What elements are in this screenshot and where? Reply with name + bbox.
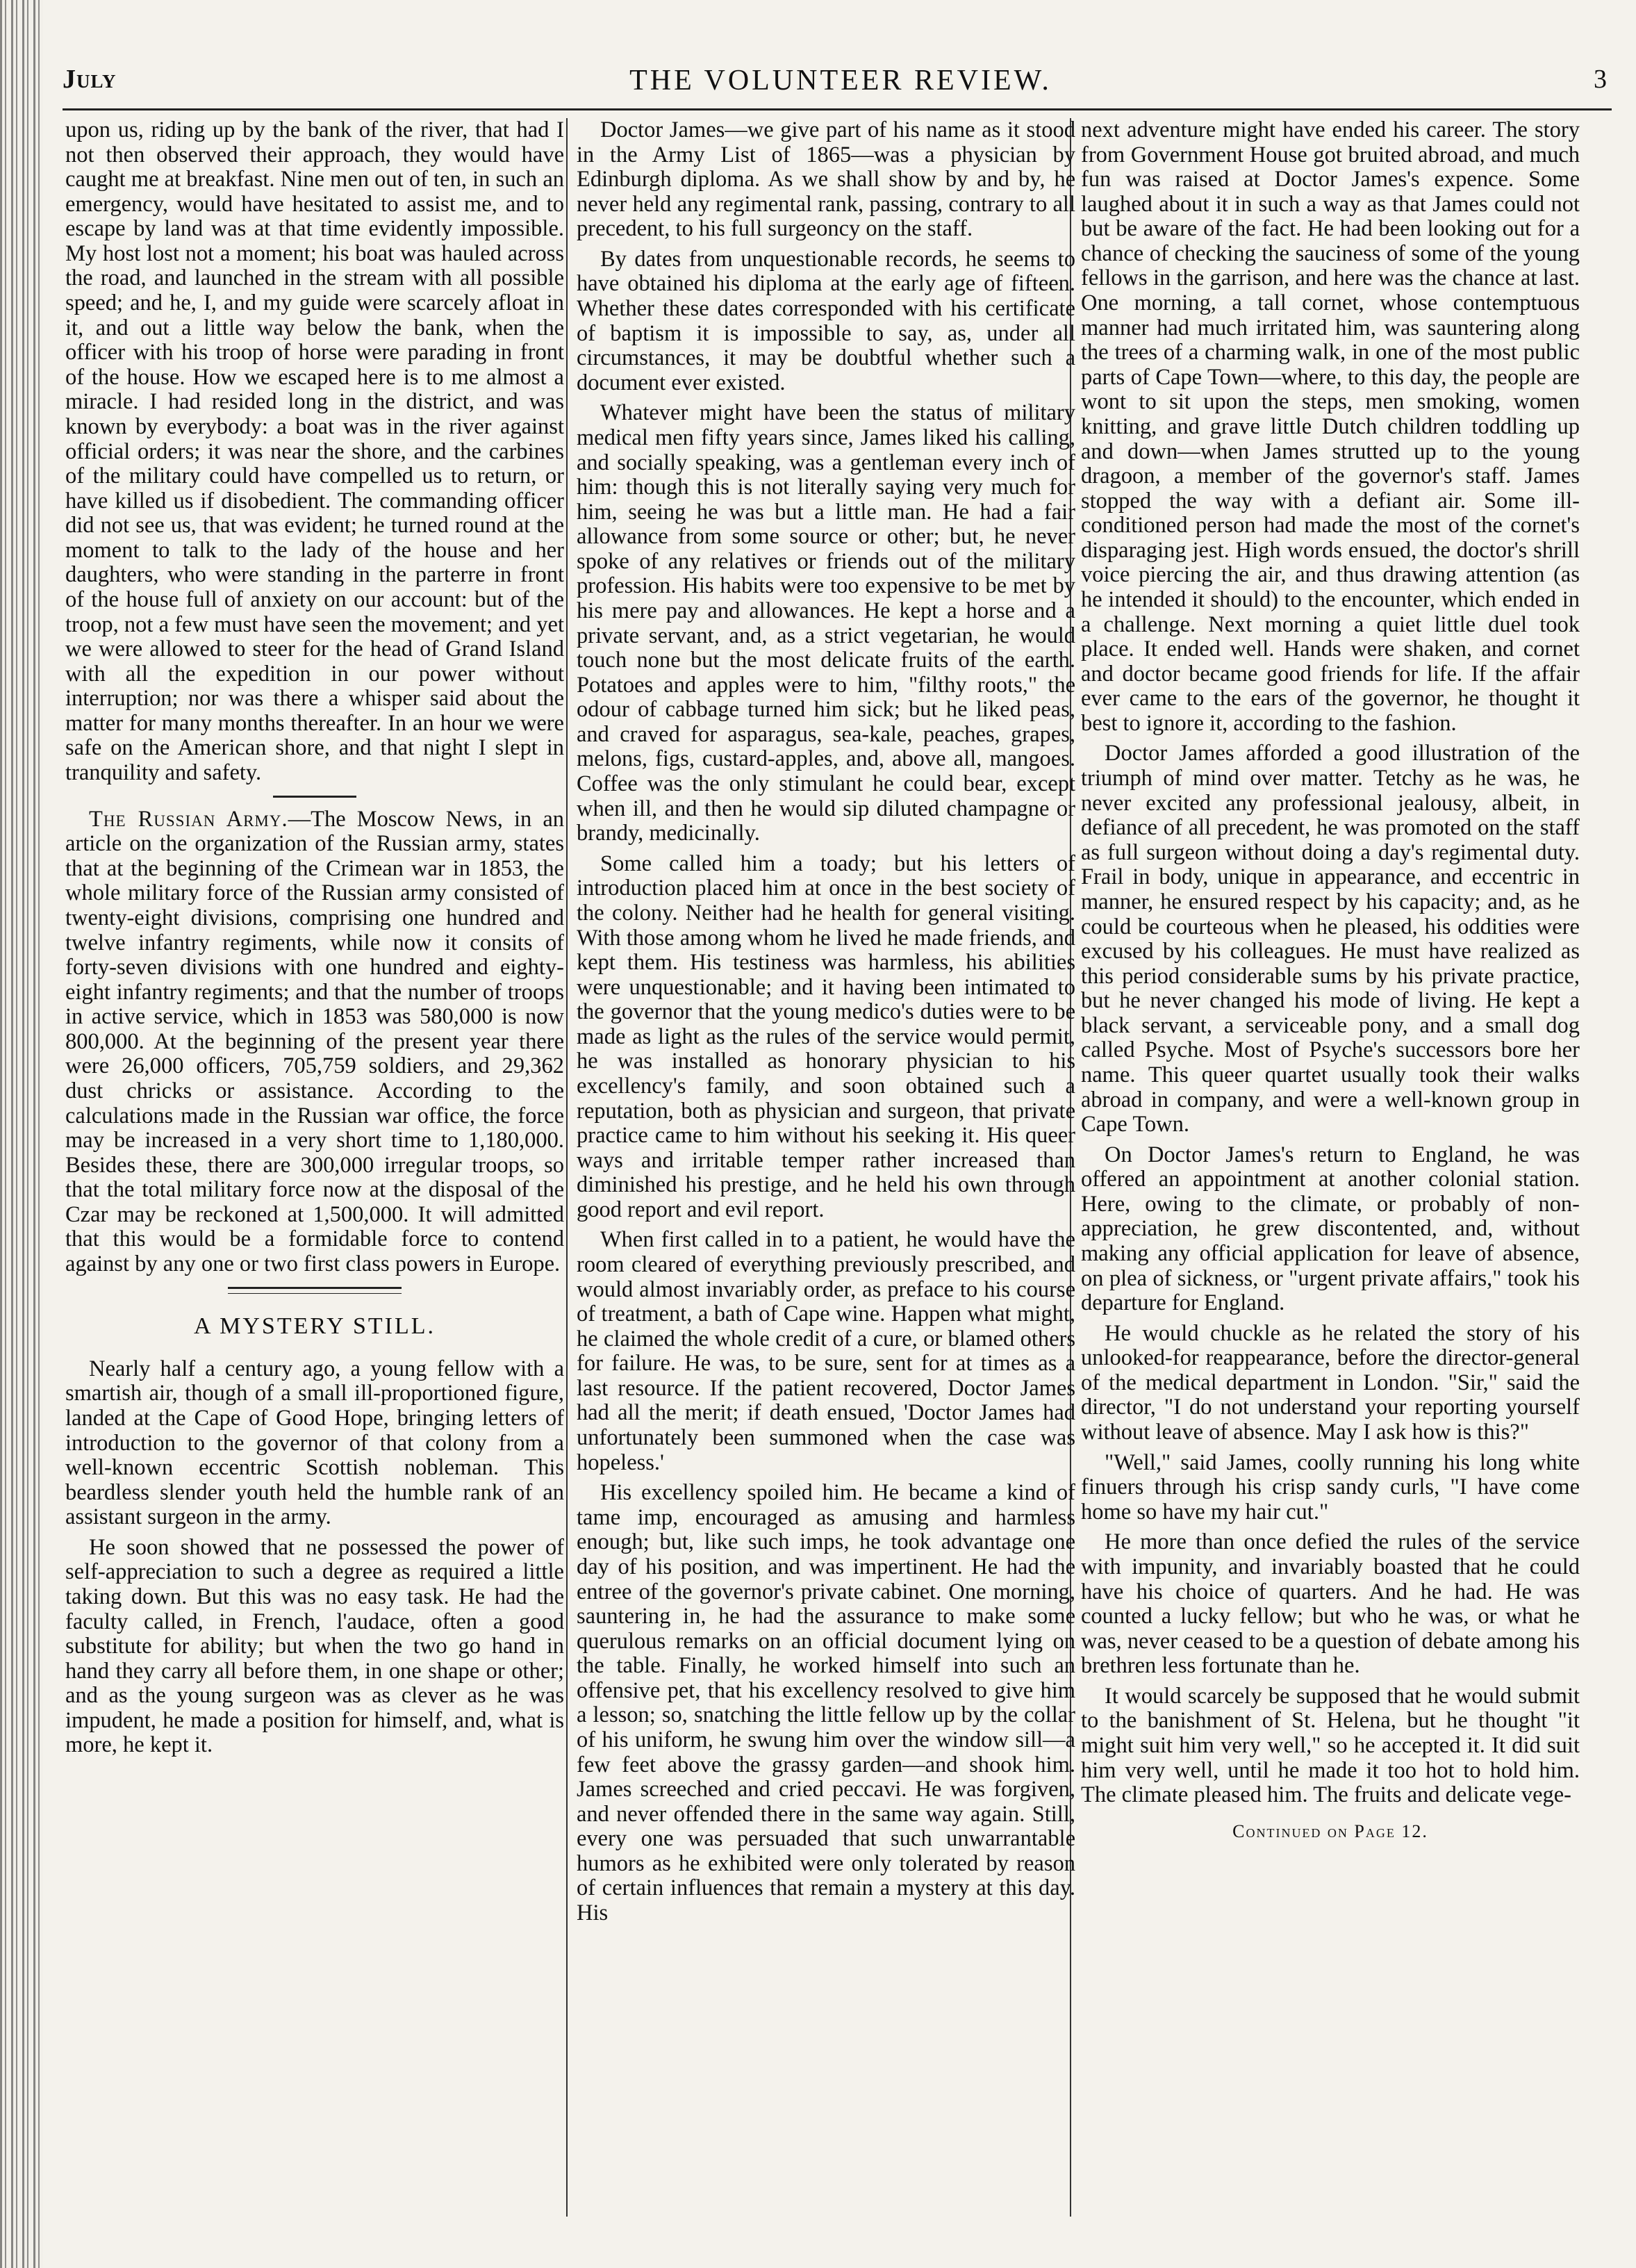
page-number: 3 (1594, 65, 1608, 94)
paragraph: Some called him a toady; but his letters of introduction placed him at once in the best society of the colony. Neither had he health for general visiting. With those among whom he lived he made friends, and kept them. His testiness was harmless, his abilities were unquestionable; and it having been intimated to the governor that the young medico's duties were to be made as light as the rules of the service would permit, he was installed as honorary physician to his excellency's family, and soon obtained such a reputation, both as physician and surgeon, that private practice came to him without his seeking it. His queer ways and irritable temper rather increased than diminished his prestige, and he held his own through good report and evil report. (577, 850, 1075, 1222)
binding-margin (0, 0, 43, 2268)
paragraph (65, 807, 564, 1277)
paragraph: He soon showed that ne possessed the power of self-appreciation to such a degree as required a little taking down. But this was no easy task. He had the faculty called, in French, l'audace, often a good substitute for ability; but when the two go hand in hand they carry all before them, in one shape or other; and as the young surgeon was as clever as he was impudent, he made a position for himself, and, what is more, he kept it. (65, 1534, 564, 1758)
publication-title: THE VOLUNTEER REVIEW. (629, 65, 1052, 97)
paragraph: On Doctor James's return to England, he was offered an appointment at another colonial station. Here, owing to the climate, or probably of non-appreciation, he grew discontented, and, without making any official application for leave of absence, on plea of sickness, or "urgent private affairs," took his departure for England. (1081, 1142, 1580, 1316)
column-3 (1081, 118, 1580, 2210)
article-text: —The Moscow News, in an article on the organization of the Russian army, states that at the beginning of the Crimean war in 1853, the whole military force of the Russian army consisted of twenty-eight divisions, comprising one hundred and twelve infantry regiments, while now it consits of forty-seven divisions with one hundred and eighty-eight infantry regiments; and that the number of troops in active service, which in 1853 was 580,000 is now 800,000. At the beginning of the present year there were 26,000 officers, 705,759 soldiers, and 29,362 dust chricks or assistance. According to the calculations made in the Russian war office, the force may be increased in a very short time to 1,180,000. Besides these, there are 300,000 irregular troops, so that the total military force now at the disposal of the Czar may be reckoned at 1,500,000. It will admitted that this would be a formidable force to contend against by any one or two first class powers in Europe. (65, 806, 564, 1277)
paragraph: It would scarcely be supposed that he would submit to the banishment of St. Helena, but he thought "it might suit him very well," so he accepted it. It did suit him very well, until he made it too hot to hold him. The climate pleased him. The fruits and delicate vege- (1081, 1683, 1580, 1808)
column-divider (566, 118, 568, 2217)
paragraph: upon us, riding up by the bank of the river, that had I not then observed their approach, they would have caught me at breakfast. Nine men out of ten, in such an emergency, would have hesitated to assist me, and to escape by land was at that time evidently impossible. My host lost not a moment; his boat was hauled across the road, and launched in the stream with all possible speed; and he, I, and my guide were scarcely afloat in it, and out a little way below the bank, when the officer with his troop of horse were parading in front of the house. How we escaped here is to me almost a miracle. I had resided long in the district, and was known by everybody: a boat was in the river against official orders; it was near the shore, and the carbines of the military could have compelled us to return, or have killed us if disobedient. The commanding officer did not see us, that was evident; he turned round at the moment to talk to the lady of the house and her daughters, who were standing in the parterre in front of the house full of anxiety on our account: but of the troop, not a few must have seen the movement; and yet we were allowed to steer for the head of Grand Island with all the expedition in our power without interruption; nor was there a whisper said about the matter for many months thereafter. In an hour we were safe on the American shore, and that night I slept in tranquility and safety. (65, 118, 564, 786)
paragraph: "Well," said James, coolly running his long white finuers through his crisp sandy curls, "I have come home so have my hair cut." (1081, 1449, 1580, 1525)
paragraph: Whatever might have been the status of military medical men fifty years since, James liked his calling, and socially speaking, was a gentleman every inch of him: though this is not literally saying very much for him, seeing he was but a little man. He had a fair allowance from some source or other; but, he never spoke of any relatives or friends out of the military profession. His habits were too expensive to be met by his mere pay and allowances. He kept a horse and a private servant, and, as a strict vegetarian, he would touch none but the most delicate fruits of the earth. Potatoes and apples were to him, "filthy roots," the odour of cabbage turned him sick; but he liked peas, and craved for asparagus, sea-kale, peaches, grapes, melons, figs, custard-apples, and, above all, mangoes. Coffee was the only stimulant he could bear, except when ill, and then he would sip diluted champagne or brandy, medicinally. (577, 400, 1075, 846)
header-month: July (63, 65, 117, 94)
paragraph: Nearly half a century ago, a young fellow with a smartish air, though of a small ill-proportioned figure, landed at the Cape of Good Hope, bringing letters of introduction to the governor of that colony from a well-known eccentric Scottish nobleman. This beardless slender youth held the humble rank of an assistant surgeon in the army. (65, 1356, 564, 1530)
paragraph: He more than once defied the rules of the service with impunity, and invariably boasted that he could have his choice of quarters. And he had. He was counted a lucky fellow; but who he was, or what he was, never ceased to be a question of debate among his brethren less fortunate than he. (1081, 1529, 1580, 1679)
column-2 (577, 118, 1075, 2210)
separator-rule (228, 1287, 402, 1294)
paragraph: His excellency spoiled him. He became a kind of tame imp, encouraged as amusing and harmless enough; but, like such imps, he took advantage one day of his position, and was impertinent. He had the entree of the governor's private cabinet. One morning, sauntering in, he had the assurance to make some querulous remarks on an official document lying on the table. Finally, he worked himself into such an offensive pet, that his excellency resolved to give him a lesson; so, snatching the little fellow up by the collar of his uniform, he swung him over the window sill—a few feet above the grassy garden—and shook him. James screeched and cried peccavi. He was forgiven, and never offended there in the same way again. Still, every one was persuaded that such unwarrantable humors as he exhibited were only tolerated by reason of certain influences that remain a mystery at this day. His (577, 1480, 1075, 1926)
column-1 (65, 118, 564, 2210)
continued-notice: Continued on Page 12. (1232, 1821, 1428, 1841)
header-rule (63, 108, 1612, 110)
paragraph: He would chuckle as he related the story of his unlooked-for reappearance, before the director-general of the medical department in London. "Sir," said the director, "I do not understand your reporting yourself without leave of absence. May I ask how is this?" (1081, 1320, 1580, 1445)
paragraph: Doctor James—we give part of his name as it stood in the Army List of 1865—was a physician by Edinburgh diploma. As we shall show by and by, he never held any regimental rank, passing, contrary to all precedent, to his full surgeoncy on the staff. (577, 118, 1075, 242)
separator-rule (273, 796, 356, 798)
paragraph: Doctor James afforded a good illustration of the triumph of mind over matter. Tetchy as he was, he never excited any professional jealousy, albeit, in defiance of all precedent, he was promoted on the staff as full surgeon without doing a day's regimental duty. Frail in body, unique in appearance, and eccentric in manner, he ensured respect by his capacity; and, as he could be courteous when he pleased, his oddities were excused by his colleagues. He must have realized as this period considerable sums by his private practice, but he never changed his mode of living. He kept a black servant, a serviceable pony, and a small dog called Psyche. Most of Psyche's successors bore her name. This queer quartet usually took their walks abroad in company, and were a well-known group in Cape Town. (1081, 741, 1580, 1137)
paragraph: When first called in to a patient, he would have the room cleared of everything previously prescribed, and would almost invariably order, as preface to his course of treatment, a bath of Cape wine. Happen what might, he claimed the whole credit of a cure, or blamed others for failure. He was, to be sure, sent for at times as a last resource. If the patient recovered, Doctor James had all the merit; if death ensued, 'Doctor James had unfortunately been summoned when the case was hopeless.' (577, 1227, 1075, 1475)
article-lead: The Russian Army. (89, 806, 288, 832)
paragraph: next adventure might have ended his career. The story from Government House got bruited abroad, and much fun was raised at Doctor James's expence. Some laughed about it in such a way as that James could not but be aware of the fact. He had been looking out for a chance of checking the sauciness of some of the young fellows in the garrison, and here was the chance at last. One morning, a tall cornet, whose contemptuous manner had much irritated him, was sauntering along the trees of a charming walk, in one of the most public parts of Cape Town—where, to this day, the people are wont to sit upon the steps, men smoking, women knitting, and grave little Dutch children toddling up and down—when James strutted up to the young dragoon, a member of the governor's staff. James stopped the way with a defiant air. Some ill-conditioned person had made the most of the cornet's disparaging jest. High words ensued, the doctor's shrill voice piercing the air, and thus drawing attention (as he intended it should) to the encounter, which ended in a challenge. Next morning a quiet little duel took place. It ended well. Hands were shaken, and cornet and doctor became good friends for life. If the affair ever came to the ears of the governor, he thought it best to ignore it, according to the fashion. (1081, 118, 1580, 736)
paragraph: By dates from unquestionable records, he seems to have obtained his diploma at the early age of fifteen. Whether these dates corresponded with his certificate of baptism it is impossible to say, as, under all circumstances, it may be doubtful whether such a document ever existed. (577, 246, 1075, 395)
page-header (63, 60, 1619, 101)
article-heading: A MYSTERY STILL. (193, 1313, 436, 1339)
